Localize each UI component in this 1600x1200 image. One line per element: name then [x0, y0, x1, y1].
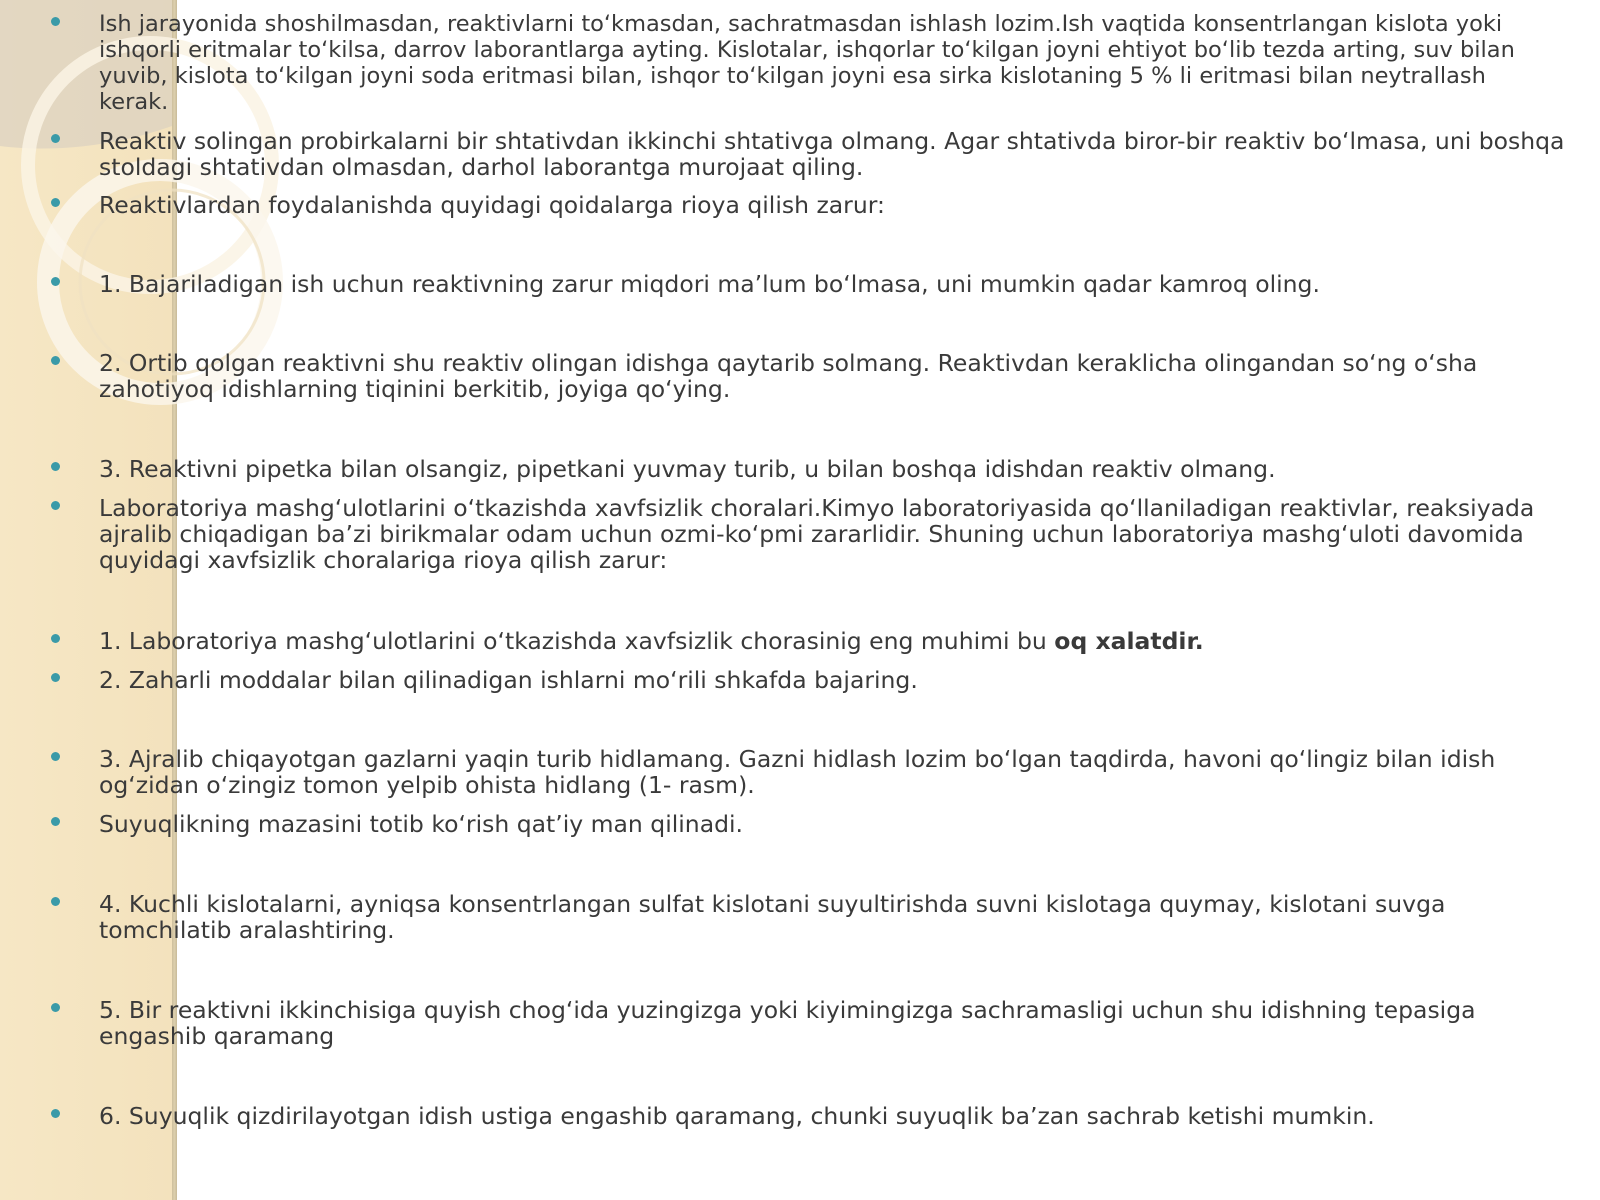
list-item: [99, 271, 1539, 297]
bullet-dot-icon: [51, 462, 60, 471]
bullet-dot-icon: [51, 277, 60, 286]
list-item: [99, 746, 1539, 798]
item-line: Suyuqlikning mazasini totib ko‘rish qat’iy man qilinadi.: [99, 810, 744, 838]
item-line: tomchilatib aralashtiring.: [99, 916, 395, 944]
item-line: [99, 628, 1539, 654]
item-line: kerak.: [99, 89, 169, 115]
item-line: Ish jarayonida shoshilmasdan, reaktivlarni to‘kmasdan, sachratmasdan ishlash lozim.Ish vaqtida konsentrlangan kislota yoki: [99, 11, 1503, 37]
item-line: engashib qaramang: [99, 1022, 335, 1050]
list-item: [99, 127, 1565, 181]
bullet-dot-icon: [51, 501, 60, 510]
list-item: [99, 495, 1539, 573]
item-line: 1. Bajariladigan ish uchun reaktivning zarur miqdori ma’lum bo‘lmasa, uni mumkin qadar kamroq oling.: [99, 270, 1320, 298]
bullet-dot-icon: [51, 817, 60, 826]
list-item: [99, 628, 1539, 654]
item-line: zahotiyoq idishlarning tiqinini berkitib, joyiga qo‘ying.: [99, 375, 731, 403]
item-line: Laboratoriya mashg‘ulotlarini o‘tkazishda xavfsizlik choralari.Kimyo laboratoriyasida qo‘llaniladigan reaktivlar, reaksiyada: [99, 494, 1535, 522]
item-line: og‘zidan o‘zingiz tomon yelpib ohista hidlang (1- rasm).: [99, 771, 755, 799]
list-item: [99, 811, 1539, 837]
list-item: [99, 192, 1539, 218]
item-line: 2. Zaharli moddalar bilan qilinadigan ishlarni mo‘rili shkafda bajaring.: [99, 666, 918, 694]
bullet-dot-icon: [51, 356, 60, 365]
item-line: 2. Ortib qolgan reaktivni shu reaktiv olingan idishga qaytarib solmang. Reaktivdan keraklicha olingandan so‘ng o‘sha: [99, 349, 1478, 377]
item-line: ajralib chiqadigan ba’zi birikmalar odam uchun ozmi-ko‘pmi zararlidir. Shuning uchun laboratoriya mashg‘uloti davomida: [99, 520, 1524, 548]
item-line: 6. Suyuqlik qizdirilayotgan idish ustiga engashib qaramang, chunki suyuqlik ba’zan sachrab ketishi mumkin.: [99, 1102, 1375, 1130]
item-line: 4. Kuchli kislotalarni, ayniqsa konsentrlangan sulfat kislotani suyultirishda suvni kislotaga quymay, kislotani suvga: [99, 890, 1446, 918]
list-item: [99, 350, 1539, 402]
bullet-dot-icon: [51, 1003, 60, 1012]
bullet-dot-icon: [51, 17, 60, 26]
list-item: [99, 1103, 1539, 1129]
bullet-dot-icon: [51, 673, 60, 682]
list-item: [99, 891, 1539, 943]
item-line: quyidagi xavfsizlik choralariga rioya qilish zarur:: [99, 546, 668, 574]
list-item: [99, 456, 1539, 482]
item-line: yuvib, kislota to‘kilgan joyni soda eritmasi bilan, ishqor to‘kilgan joyni esa sirka kislotaning 5 % li eritmasi bilan neytrallash: [99, 63, 1486, 89]
bullet-dot-icon: [51, 1109, 60, 1118]
bullet-dot-icon: [51, 634, 60, 643]
bullet-dot-icon: [51, 198, 60, 207]
list-item: [99, 11, 1539, 115]
item-line: Reaktivlardan foydalanishda quyidagi qoidalarga rioya qilish zarur:: [99, 191, 885, 219]
bullet-dot-icon: [51, 897, 60, 906]
item-line: ishqorli eritmalar to‘kilsa, darrov laborantlarga ayting. Kislotalar, ishqorlar to‘kilgan joyni ehtiyot bo‘lib tezda arting, suv bilan: [99, 37, 1515, 63]
item-line: Reaktiv solingan probirkalarni bir shtativdan ikkinchi shtativga olmang. Agar shtativda biror-bir reaktiv bo‘lmasa, uni boshqa: [99, 127, 1565, 155]
list-item: [99, 997, 1539, 1049]
bold-emphasis: oq xalatdir.: [1054, 627, 1204, 655]
item-line: 3. Ajralib chiqayotgan gazlarni yaqin turib hidlamang. Gazni hidlash lozim bo‘lgan taqdirda, havoni qo‘lingiz bilan idish: [99, 745, 1496, 773]
item-text: 1. Laboratoriya mashg‘ulotlarini o‘tkazishda xavfsizlik chorasinig eng muhimi bu: [99, 627, 1055, 655]
list-item: [99, 667, 1539, 693]
item-line: 3. Reaktivni pipetka bilan olsangiz, pipetkani yuvmay turib, u bilan boshqa idishdan reaktiv olmang.: [99, 455, 1276, 483]
item-line: 5. Bir reaktivni ikkinchisiga quyish chog‘ida yuzingizga yoki kiyimingizga sachramasligi uchun shu idishning tepasiga: [99, 996, 1476, 1024]
item-line: stoldagi shtativdan olmasdan, darhol laborantga murojaat qiling.: [99, 153, 864, 181]
bullet-dot-icon: [51, 752, 60, 761]
bullet-dot-icon: [51, 134, 60, 143]
